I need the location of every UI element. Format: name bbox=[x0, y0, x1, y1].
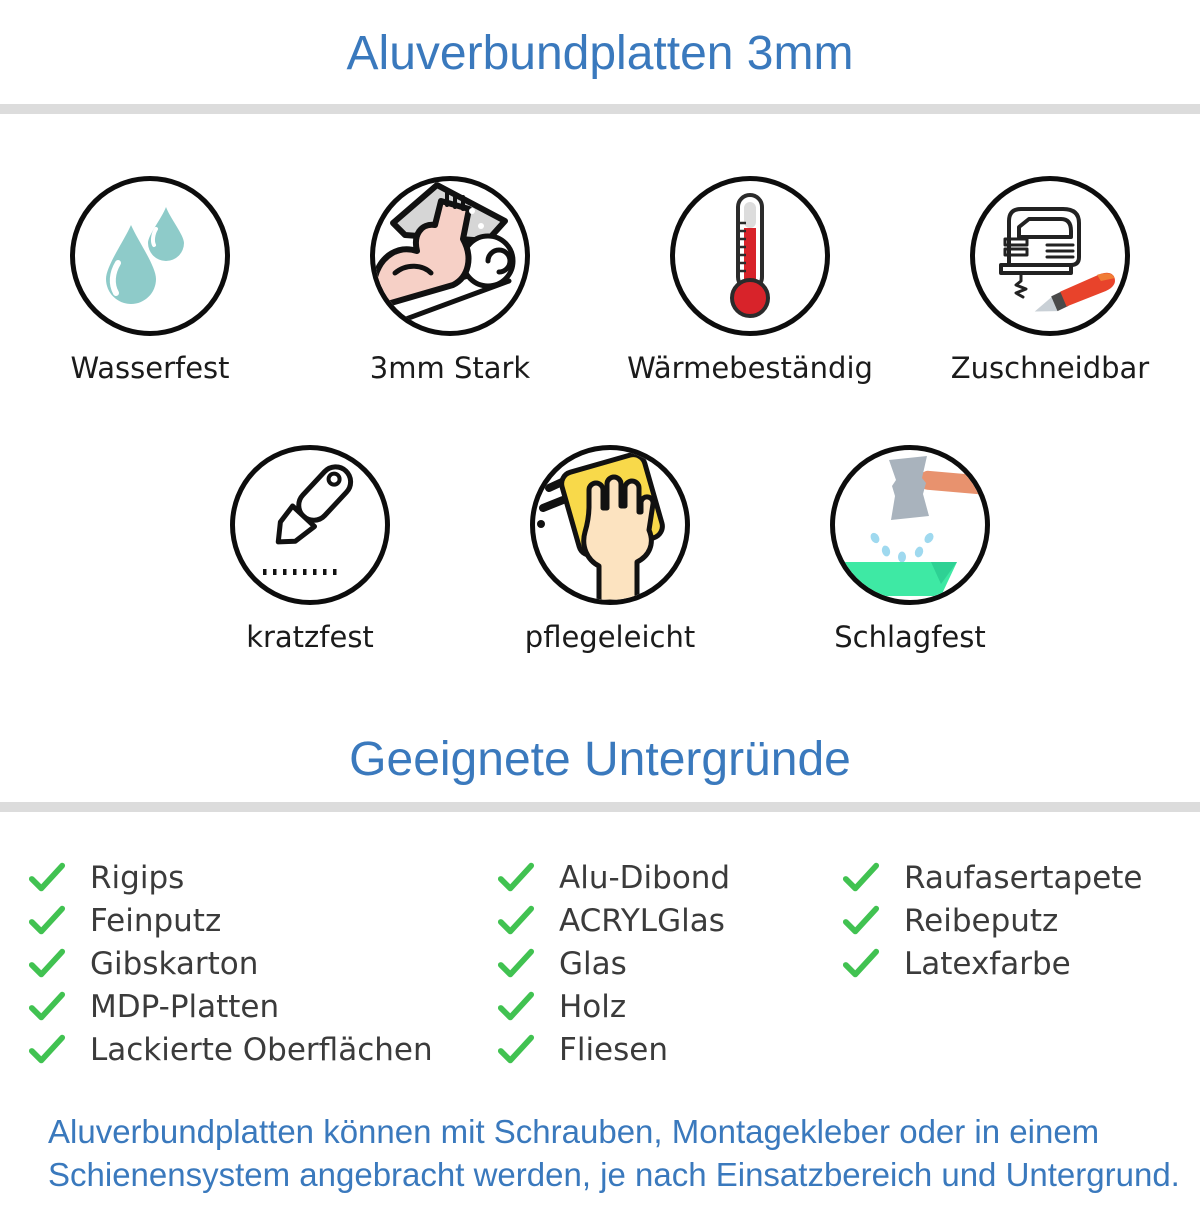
list-item bbox=[497, 858, 730, 897]
feature-label: Wasserfest bbox=[70, 351, 230, 385]
feature-waermebestaendig bbox=[600, 176, 900, 385]
feature-pflegeleicht bbox=[460, 445, 760, 654]
check-icon bbox=[497, 1033, 535, 1067]
feature-schlagfest bbox=[760, 445, 1060, 654]
list-item-label: Holz bbox=[559, 988, 627, 1025]
hammer-on-panel-icon bbox=[830, 445, 990, 605]
thermometer-icon bbox=[670, 176, 830, 336]
list-item-label: MDP-Platten bbox=[90, 988, 280, 1025]
list-item bbox=[28, 944, 433, 983]
check-icon bbox=[842, 861, 880, 895]
feature-label: Zuschneidbar bbox=[950, 351, 1150, 385]
section-title-untergruende: Geeignete Untergründe bbox=[349, 733, 851, 786]
list-item bbox=[842, 858, 1143, 897]
list-item-label: Raufasertapete bbox=[904, 859, 1143, 896]
feature-label: Wärmebeständig bbox=[627, 351, 873, 385]
features-row-2 bbox=[160, 445, 1060, 654]
list-item-label: Glas bbox=[559, 945, 627, 982]
check-icon bbox=[28, 904, 66, 938]
feature-wasserfest bbox=[0, 176, 300, 385]
jigsaw-and-knife-icon bbox=[970, 176, 1130, 336]
check-icon bbox=[28, 990, 66, 1024]
list-item bbox=[497, 1030, 730, 1069]
hand-wiping-cloth-icon bbox=[530, 445, 690, 605]
check-icon bbox=[28, 1033, 66, 1067]
list-item-label: Gibskarton bbox=[90, 945, 259, 982]
list-item-label: Fliesen bbox=[559, 1031, 668, 1068]
feature-label: kratzfest bbox=[246, 620, 374, 654]
check-icon bbox=[497, 947, 535, 981]
list-item-label: Alu-Dibond bbox=[559, 859, 731, 896]
features-row-1 bbox=[0, 176, 1200, 385]
list-item bbox=[497, 901, 730, 940]
check-icon bbox=[28, 947, 66, 981]
list-item-label: Reibeputz bbox=[904, 902, 1059, 939]
feature-label: Schlagfest bbox=[834, 620, 986, 654]
list-item bbox=[28, 1030, 433, 1069]
list-item bbox=[28, 901, 433, 940]
list-item bbox=[842, 901, 1143, 940]
page-title: Aluverbundplatten 3mm bbox=[346, 27, 854, 80]
list-item bbox=[497, 987, 730, 1026]
list-item bbox=[28, 987, 433, 1026]
check-icon bbox=[497, 861, 535, 895]
muscle-arm-rolled-panel-icon bbox=[370, 176, 530, 336]
mounting-note-line1: Aluverbundplatten können mit Schrauben, Montagekleber oder in einem bbox=[48, 1113, 1100, 1150]
divider-middle bbox=[0, 802, 1200, 812]
list-item-label: Lackierte Oberflächen bbox=[90, 1031, 433, 1068]
list-item bbox=[28, 858, 433, 897]
mounting-note-line2: Schienensystem angebracht werden, je nach Einsatzbereich und Untergrund. bbox=[48, 1156, 1180, 1193]
feature-label: pflegeleicht bbox=[524, 620, 696, 654]
water-drops-icon bbox=[70, 176, 230, 336]
substrates-checklist bbox=[0, 858, 1200, 1076]
check-icon bbox=[28, 861, 66, 895]
check-icon bbox=[842, 904, 880, 938]
substrates-column-1 bbox=[28, 858, 433, 1073]
feature-zuschneidbar bbox=[900, 176, 1200, 385]
check-icon bbox=[842, 947, 880, 981]
feature-label: 3mm Stark bbox=[369, 351, 531, 385]
feature-3mm-stark bbox=[300, 176, 600, 385]
list-item bbox=[497, 944, 730, 983]
list-item-label: Feinputz bbox=[90, 902, 222, 939]
list-item-label: ACRYLGlas bbox=[559, 902, 725, 939]
divider-top bbox=[0, 104, 1200, 114]
list-item-label: Rigips bbox=[90, 859, 185, 896]
feature-kratzfest bbox=[160, 445, 460, 654]
list-item-label: Latexfarbe bbox=[904, 945, 1071, 982]
mounting-note bbox=[48, 1110, 1180, 1196]
check-icon bbox=[497, 904, 535, 938]
substrates-column-2 bbox=[497, 858, 730, 1073]
utility-knife-icon bbox=[230, 445, 390, 605]
substrates-column-3 bbox=[842, 858, 1143, 987]
list-item bbox=[842, 944, 1143, 983]
check-icon bbox=[497, 990, 535, 1024]
